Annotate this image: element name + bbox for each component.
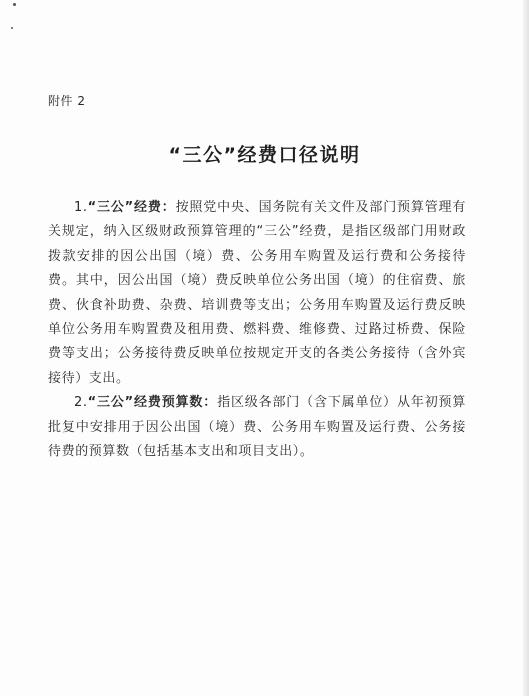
document-title: “三公”经费口径说明: [168, 144, 361, 166]
attachment-label: 附件 2: [48, 94, 86, 108]
paragraph-text: 按照党中央、国务院有关文件及部门预算管理有关规定，纳入区级财政预算管理的“三公”经费，是指区级部门用财政拨款安排的因公出国（境）费、公务用车购置及运行费和公务接待费。其中，因公出国（境）费反映单位公务出国（境）的住宿费、旅费、伙食补助费、杂费、培训费等支出；公务用车购置及运行费反映单位公务用车购置费及租用费、燃料费、维修费、过路过桥费、保险费等支出；公务接待费反映单位按规定开支的各类公务接待（含外宾接待）支出。: [48, 200, 466, 386]
paragraph-term: “三公”经费预算数: [87, 395, 204, 411]
scan-speck: [13, 3, 16, 6]
paragraph-number: 2.: [74, 395, 88, 411]
scan-edge: [523, 0, 529, 696]
paragraph-number: 1.: [74, 200, 88, 215]
paragraph-2: [48, 391, 466, 464]
paragraph-term: “三公”经费: [87, 200, 162, 215]
paragraph-separator: ：: [161, 200, 176, 215]
document-body: [48, 196, 466, 464]
paragraph-1: [48, 196, 466, 391]
scan-speck: [11, 27, 13, 29]
paragraph-text: 指区级各部门（含下属单位）从年初预算批复中安排用于因公出国（境）费、公务用车购置及运行费、公务接待费的预算数（包括基本支出和项目支出）。: [48, 395, 466, 460]
paragraph-separator: ：: [203, 395, 218, 411]
